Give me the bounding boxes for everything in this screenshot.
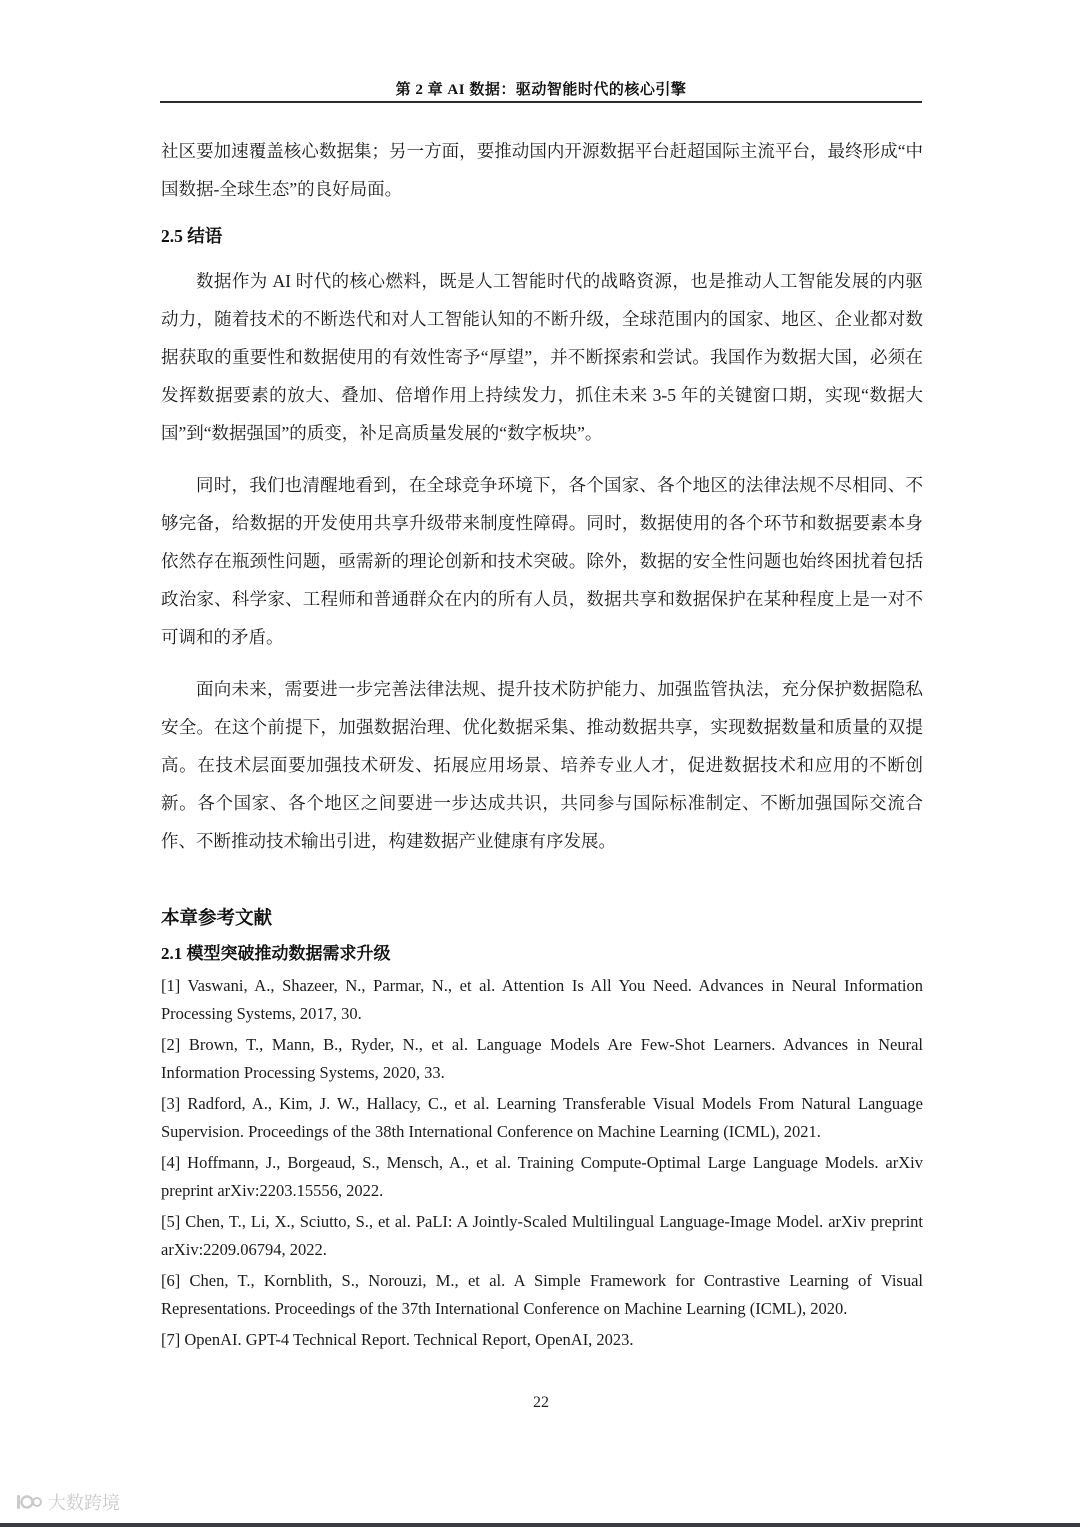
chapter-header-title: 第 2 章 AI 数据：驱动智能时代的核心引擎 [395, 82, 687, 98]
reference-item: [2] Brown, T., Mann, B., Ryder, N., et al. Language Models Are Few-Shot Learners. Advances in Neural Information Processing Systems, 2020, 33. [161, 1035, 923, 1082]
watermark-text: 大数跨境 [48, 1493, 120, 1513]
references-subheading-2-1: 2.1 模型突破推动数据需求升级 [161, 944, 391, 963]
watermark-logo-icon [16, 1492, 42, 1512]
page-content [161, 132, 923, 1357]
paragraph-body: 面向未来，需要进一步完善法律法规、提升技术防护能力、加强监管执法，充分保护数据隐私安全。在这个前提下，加强数据治理、优化数据采集、推动数据共享，实现数据数量和质量的双提高。在技术层面要加强技术研发、拓展应用场景、培养专业人才，促进数据技术和应用的不断创新。各个国家、各个地区之间要进一步达成共识，共同参与国际标准制定、不断加强国际交流合作、不断推动技术输出引进，构建数据产业健康有序发展。 [161, 679, 923, 851]
reference-item: [3] Radford, A., Kim, J. W., Hallacy, C., et al. Learning Transferable Visual Models From Natural Language Supervision. Proceedings of the 38th International Conference on Machine Learning (ICML), 2021. [161, 1094, 923, 1141]
header-rule [160, 101, 922, 103]
reference-item: [4] Hoffmann, J., Borgeaud, S., Mensch, A., et al. Training Compute-Optimal Large Language Models. arXiv preprint arXiv:2203.15556, 2022. [161, 1153, 923, 1200]
paragraph-body: 数据作为 AI 时代的核心燃料，既是人工智能时代的战略资源，也是推动人工智能发展的内驱动力，随着技术的不断迭代和对人工智能认知的不断升级，全球范围内的国家、地区、企业都对数据获取的重要性和数据使用的有效性寄予“厚望”，并不断探索和尝试。我国作为数据大国，必须在发挥数据要素的放大、叠加、倍增作用上持续发力，抓住未来 3-5 年的关键窗口期，实现“数据大国”到“数据强国”的质变，补足高质量发展的“数字板块”。 [161, 271, 923, 443]
reference-item: [7] OpenAI. GPT-4 Technical Report. Technical Report, OpenAI, 2023. [161, 1330, 634, 1349]
reference-item: [6] Chen, T., Kornblith, S., Norouzi, M., et al. A Simple Framework for Contrastive Learning of Visual Representations. Proceedings of the 37th International Conference on Machine Learning (ICML), 2020. [161, 1271, 923, 1318]
reference-item: [1] Vaswani, A., Shazeer, N., Parmar, N., et al. Attention Is All You Need. Advances in Neural Information Processing Systems, 2017, 30. [161, 976, 923, 1023]
paragraph-intro: 社区要加速覆盖核心数据集；另一方面，要推动国内开源数据平台赶超国际主流平台，最终形成“中国数据-全球生态”的良好局面。 [161, 141, 923, 199]
reference-item: [5] Chen, T., Li, X., Sciutto, S., et al. PaLI: A Jointly-Scaled Multilingual Language-Image Model. arXiv preprint arXiv:2209.06794, 2022. [161, 1212, 923, 1259]
bottom-edge-strip [0, 1523, 1080, 1527]
section-heading-2-5: 2.5 结语 [161, 226, 223, 246]
page-number: 22 [533, 1394, 549, 1411]
watermark [16, 1489, 120, 1515]
references-heading: 本章参考文献 [161, 909, 273, 929]
paragraph-body: 同时，我们也清醒地看到，在全球竞争环境下，各个国家、各个地区的法律法规不尽相同、不够完备，给数据的开发使用共享升级带来制度性障碍。同时，数据使用的各个环节和数据要素本身依然存在瓶颈性问题，亟需新的理论创新和技术突破。除外，数据的安全性问题也始终困扰着包括政治家、科学家、工程师和普通群众在内的所有人员，数据共享和数据保护在某种程度上是一对不可调和的矛盾。 [161, 475, 923, 647]
